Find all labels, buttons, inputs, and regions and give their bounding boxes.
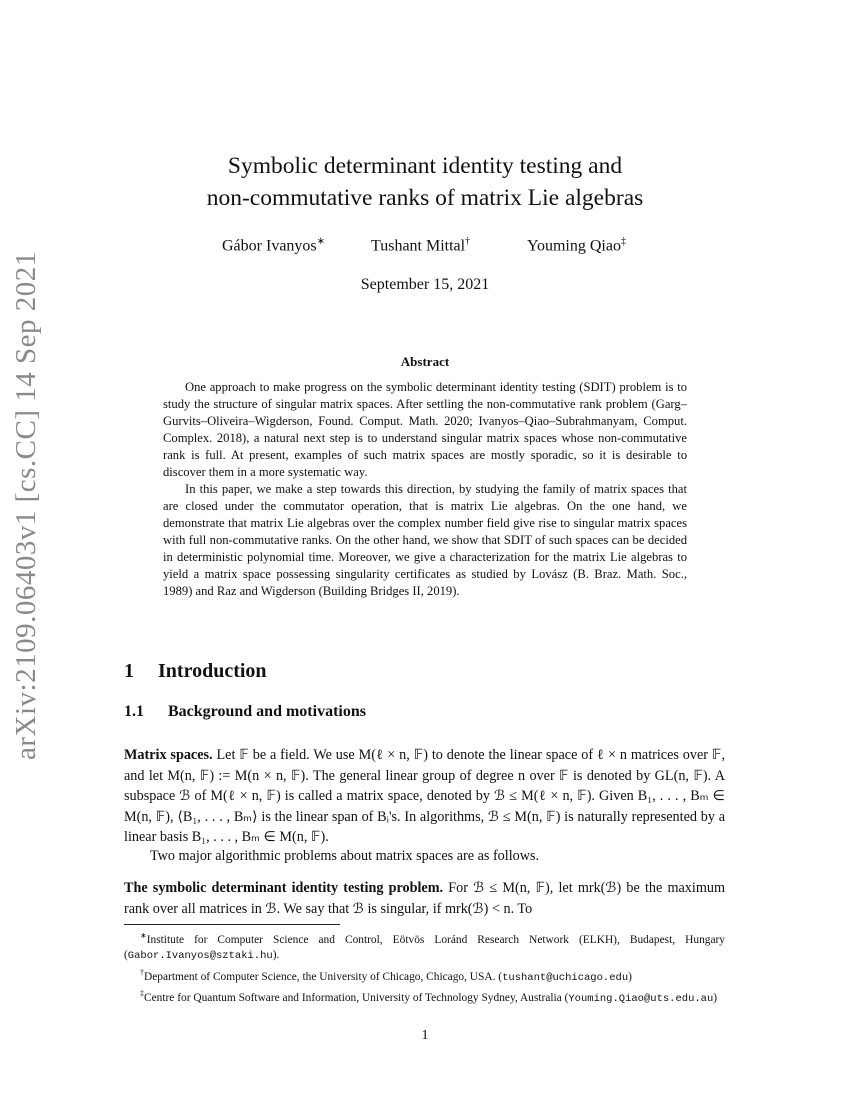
author-list (0, 236, 850, 262)
subsection-number: 1.1 (124, 703, 144, 720)
subsection-heading (124, 703, 366, 721)
author-1: Gábor Ivanyos∗ (222, 236, 326, 255)
subsection-title: Background and motivations (168, 703, 366, 720)
abstract-paragraph-2: In this paper, we make a step towards this direction, by studying the family of matrix spaces that are closed under the commutator operation, that is matrix Lie algebras. On the one hand, we demonstrate that matrix Lie algebras over the complex number field give rise to singular matrix spaces with full non-commutative ranks. On the other hand, we show that SDIT of such spaces can be decided in deterministic polynomial time. Moreover, we give a characterization for the matrix Lie algebras to yield a matrix space possessing singularity certificates as studied by Lovász (B. Braz. Math. Soc., 1989) and Raz and Wigderson (Building Bridges II, 2019). (163, 482, 687, 598)
section-title: Introduction (158, 660, 267, 682)
author-3: Youming Qiao‡ (527, 236, 626, 255)
abstract-heading: Abstract (400, 354, 450, 369)
footnote-rule (124, 924, 340, 925)
section-heading (124, 660, 267, 683)
footnotes (124, 928, 725, 1007)
author-1-footnote-mark[interactable]: ∗ (316, 236, 326, 247)
paragraph-text: Let 𝔽 be a field. We use M(ℓ × n, 𝔽) to denote the linear space of ℓ × n matrices over 𝔽, and let M(n, 𝔽) := M(n × n, 𝔽). The general linear group of degree n over 𝔽 is denoted by GL(n, 𝔽). A subspace ℬ of M(ℓ × n, 𝔽) is called a matrix space, denoted by ℬ ≤ M(ℓ × n, 𝔽). Given B₁, . . . , Bₘ ∈ M(n, 𝔽), ⟨B₁, . . . , Bₘ⟩ is the linear span of Bᵢ's. In algorithms, ℬ ≤ M(n, 𝔽) is naturally represented by a linear basis B₁, . . . , Bₘ ∈ M(n, 𝔽). (124, 747, 726, 845)
paragraph-matrix-spaces (124, 745, 725, 848)
paragraph-problems-intro (124, 846, 725, 867)
author-2-footnote-mark[interactable]: † (465, 236, 471, 247)
title-line-2: non-commutative ranks of matrix Lie algebras (206, 185, 644, 211)
email-link[interactable]: Youming.Qiao@uts.edu.au (568, 992, 714, 1005)
footnote-3: ‡Centre for Quantum Software and Information, University of Technology Sydney, Australia (Youming.Qiao@uts.edu.au) (140, 989, 718, 1005)
section-number: 1 (124, 660, 134, 682)
paragraph-text: Two major algorithmic problems about matrix spaces are as follows. (150, 848, 540, 864)
paper-title (125, 150, 725, 214)
author-2: Tushant Mittal† (371, 236, 471, 255)
title-line-1: Symbolic determinant identity testing and (227, 153, 623, 179)
abstract-body (163, 379, 687, 600)
runin-heading-sdit: The symbolic determinant identity testing problem. (124, 880, 444, 896)
email-link[interactable]: tushant@uchicago.edu (502, 971, 629, 984)
paragraph-text: For ℬ ≤ M(n, 𝔽), let mrk(ℬ) be the maximum rank over all matrices in ℬ. We say that ℬ is singular, if mrk(ℬ) < n. To (124, 880, 725, 917)
footnote-2: †Department of Computer Science, the University of Chicago, Chicago, USA. (tushant@uchicago.edu) (140, 967, 632, 984)
author-3-footnote-mark[interactable]: ‡ (620, 236, 626, 247)
page-number: 1 (421, 1028, 429, 1043)
paragraph-sdit-problem (124, 878, 725, 919)
runin-heading-matrix-spaces: Matrix spaces. (124, 747, 213, 763)
footnote-1: ∗Institute for Computer Science and Control, Eötvös Loránd Research Network (ELKH), Budapest, Hungary (Gabor.Ivanyos@sztaki.hu). (124, 931, 725, 963)
email-link[interactable]: Gabor.Ivanyos@sztaki.hu (127, 950, 273, 963)
abstract-paragraph-1: One approach to make progress on the symbolic determinant identity testing (SDIT) problem is to study the structure of singular matrix spaces. After settling the non-commutative rank problem (Garg–Gurvits–Oliveira–Wigderson, Found. Comput. Math. 2020; Ivanyos–Qiao–Subrahmanyam, Comput. Complex. 2018), a natural next step is to understand singular matrix spaces whose non-commutative rank is full. At present, examples of such matrix spaces are mostly sporadic, so it is desirable to discover them in a more systematic way. (163, 380, 687, 479)
paper-date: September 15, 2021 (360, 276, 490, 293)
arxiv-side-label[interactable]: arXiv:2109.06403v1 [cs.CC] 14 Sep 2021 (10, 251, 42, 760)
